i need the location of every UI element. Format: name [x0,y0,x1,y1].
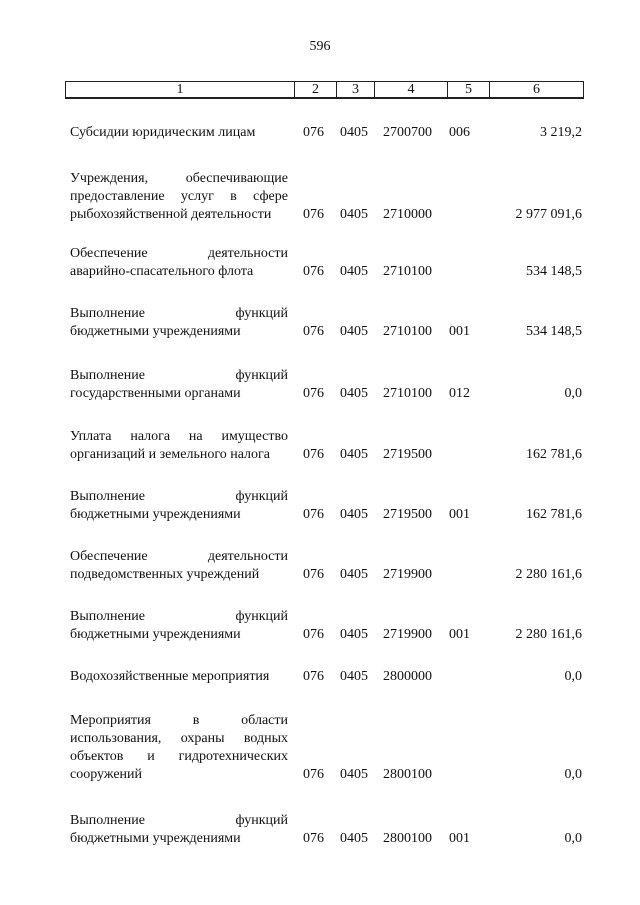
row-description [70,548,288,584]
cell-c2: 076 [303,386,324,401]
description-line: Выполнение функций [70,306,288,321]
description-line: Выполнение функций [70,368,288,383]
cell-c6: 534 148,5 [526,264,582,279]
table-header [65,81,584,99]
cell-c5: 001 [449,324,470,339]
cell-c3: 0405 [340,507,368,522]
cell-c6: 0,0 [564,669,582,684]
description-line: Учреждения, обеспечивающие [70,171,288,186]
description-line: подведомственных учреждений [70,567,260,582]
row-description [70,367,288,403]
cell-c2: 076 [303,324,324,339]
cell-c6: 534 148,5 [526,324,582,339]
row-description [70,170,288,224]
description-line: Субсидии юридическим лицам [70,125,256,140]
cell-c3: 0405 [340,767,368,782]
description-line: Выполнение функций [70,813,288,828]
cell-c5: 006 [449,125,470,140]
cell-c2: 076 [303,567,324,582]
cell-c5: 001 [449,831,470,846]
cell-c4: 2710000 [383,207,432,222]
description-line: бюджетными учреждениями [70,627,241,642]
cell-c3: 0405 [340,831,368,846]
cell-c3: 0405 [340,324,368,339]
header-col-5: 5 [448,82,490,97]
cell-c3: 0405 [340,627,368,642]
description-line: объектов и гидротехнических [70,749,288,764]
cell-c3: 0405 [340,125,368,140]
cell-c2: 076 [303,831,324,846]
cell-c5: 001 [449,627,470,642]
cell-c2: 076 [303,125,324,140]
row-description [70,245,288,281]
cell-c6: 2 280 161,6 [515,567,582,582]
cell-c4: 2800100 [383,767,432,782]
row-description [70,124,288,142]
cell-c3: 0405 [340,207,368,222]
description-line: использования, охраны водных [70,731,288,746]
cell-c3: 0405 [340,669,368,684]
description-line: государственными органами [70,386,241,401]
cell-c2: 076 [303,207,324,222]
cell-c4: 2710100 [383,264,432,279]
cell-c2: 076 [303,669,324,684]
header-col-4: 4 [375,82,448,97]
cell-c4: 2710100 [383,324,432,339]
cell-c4: 2719900 [383,627,432,642]
row-description [70,712,288,784]
cell-c4: 2719500 [383,507,432,522]
description-line: рыбохозяйственной деятельности [70,207,272,222]
cell-c6: 3 219,2 [540,125,582,140]
cell-c6: 2 280 161,6 [515,627,582,642]
description-line: сооружений [70,767,143,782]
cell-c2: 076 [303,627,324,642]
cell-c3: 0405 [340,447,368,462]
cell-c3: 0405 [340,386,368,401]
cell-c2: 076 [303,264,324,279]
cell-c4: 2719500 [383,447,432,462]
description-line: Мероприятия в области [70,713,288,728]
header-col-2: 2 [295,82,337,97]
cell-c6: 162 781,6 [526,447,582,462]
cell-c4: 2800100 [383,831,432,846]
cell-c6: 0,0 [564,767,582,782]
cell-c6: 0,0 [564,386,582,401]
cell-c4: 2719900 [383,567,432,582]
description-line: Выполнение функций [70,609,288,624]
row-description [70,812,288,848]
description-line: Выполнение функций [70,489,288,504]
cell-c2: 076 [303,447,324,462]
row-description [70,305,288,341]
description-line: бюджетными учреждениями [70,507,241,522]
description-line: организаций и земельного налога [70,447,270,462]
header-col-6: 6 [533,82,540,97]
description-line: Обеспечение деятельности [70,246,288,261]
row-description [70,488,288,524]
row-description [70,428,288,464]
cell-c2: 076 [303,507,324,522]
row-description [70,668,288,686]
cell-c3: 0405 [340,567,368,582]
cell-c3: 0405 [340,264,368,279]
cell-c2: 076 [303,767,324,782]
description-line: Водохозяйственные мероприятия [70,669,270,684]
cell-c5: 001 [449,507,470,522]
description-line: бюджетными учреждениями [70,831,241,846]
cell-c6: 0,0 [564,831,582,846]
row-description [70,608,288,644]
cell-c4: 2700700 [383,125,432,140]
description-line: Уплата налога на имущество [70,429,288,444]
page-number: 596 [309,39,331,54]
cell-c4: 2710100 [383,386,432,401]
cell-c6: 162 781,6 [526,507,582,522]
cell-c4: 2800000 [383,669,432,684]
description-line: предоставление услуг в сфере [70,189,288,204]
description-line: аварийно-спасательного флота [70,264,254,279]
description-line: бюджетными учреждениями [70,324,241,339]
header-col-1: 1 [66,82,295,97]
header-col-3: 3 [337,82,375,97]
description-line: Обеспечение деятельности [70,549,288,564]
cell-c5: 012 [449,386,470,401]
cell-c6: 2 977 091,6 [515,207,582,222]
